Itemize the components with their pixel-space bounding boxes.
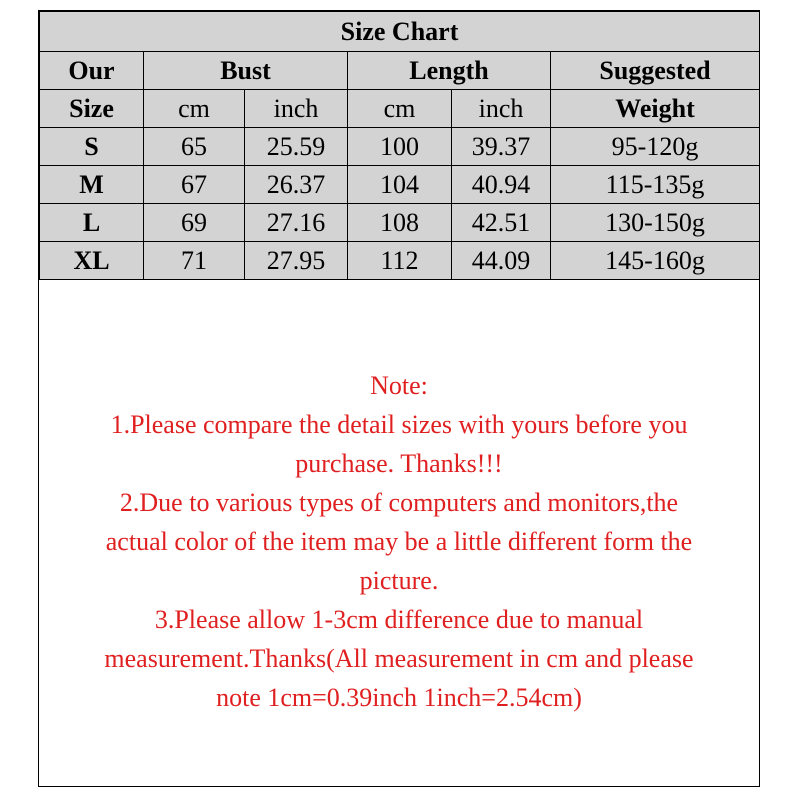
note-line: 1.Please compare the detail sizes with yours before you <box>110 410 688 439</box>
table-title: Size Chart <box>40 12 760 52</box>
header-length: Length <box>348 52 551 90</box>
size-chart-table <box>39 11 760 280</box>
weight-cell: 130-150g <box>551 204 760 242</box>
size-cell: M <box>40 166 144 204</box>
length-inch-cell: 42.51 <box>452 204 551 242</box>
unit-bust-inch: inch <box>245 90 348 128</box>
note-line: actual color of the item may be a little different form the <box>105 527 693 556</box>
note-block <box>39 366 759 717</box>
note-heading: Note: <box>370 371 428 400</box>
bust-cm-cell: 65 <box>144 128 245 166</box>
note-line: 2.Due to various types of computers and monitors,the <box>119 488 679 517</box>
size-cell: L <box>40 204 144 242</box>
table-row <box>40 204 760 242</box>
unit-length-cm: cm <box>348 90 452 128</box>
bust-inch-cell: 26.37 <box>245 166 348 204</box>
bust-inch-cell: 27.95 <box>245 242 348 280</box>
note-line: picture. <box>359 566 439 595</box>
weight-cell: 115-135g <box>551 166 760 204</box>
header-weight-line1: Suggested <box>551 52 760 90</box>
table-unit-row <box>40 90 760 128</box>
bust-cm-cell: 67 <box>144 166 245 204</box>
length-inch-cell: 40.94 <box>452 166 551 204</box>
bust-inch-cell: 27.16 <box>245 204 348 242</box>
table-title-row <box>40 12 760 52</box>
bust-cm-cell: 71 <box>144 242 245 280</box>
note-line: 3.Please allow 1-3cm difference due to manual <box>154 605 644 634</box>
length-inch-cell: 39.37 <box>452 128 551 166</box>
bust-cm-cell: 69 <box>144 204 245 242</box>
header-weight-line2: Weight <box>551 90 760 128</box>
length-cm-cell: 100 <box>348 128 452 166</box>
table-header-row <box>40 52 760 90</box>
table-row <box>40 242 760 280</box>
weight-cell: 145-160g <box>551 242 760 280</box>
length-cm-cell: 112 <box>348 242 452 280</box>
length-cm-cell: 108 <box>348 204 452 242</box>
table-row <box>40 166 760 204</box>
unit-bust-cm: cm <box>144 90 245 128</box>
weight-cell: 95-120g <box>551 128 760 166</box>
table-row <box>40 128 760 166</box>
size-cell: XL <box>40 242 144 280</box>
note-line: measurement.Thanks(All measurement in cm and please <box>104 644 694 673</box>
header-bust: Bust <box>144 52 348 90</box>
header-our-size-line2: Size <box>40 90 144 128</box>
unit-length-inch: inch <box>452 90 551 128</box>
note-line: purchase. Thanks!!! <box>295 449 503 478</box>
bust-inch-cell: 25.59 <box>245 128 348 166</box>
size-chart-frame <box>38 10 760 787</box>
note-line: note 1cm=0.39inch 1inch=2.54cm) <box>216 683 582 712</box>
length-cm-cell: 104 <box>348 166 452 204</box>
header-our-size-line1: Our <box>40 52 144 90</box>
length-inch-cell: 44.09 <box>452 242 551 280</box>
size-cell: S <box>40 128 144 166</box>
